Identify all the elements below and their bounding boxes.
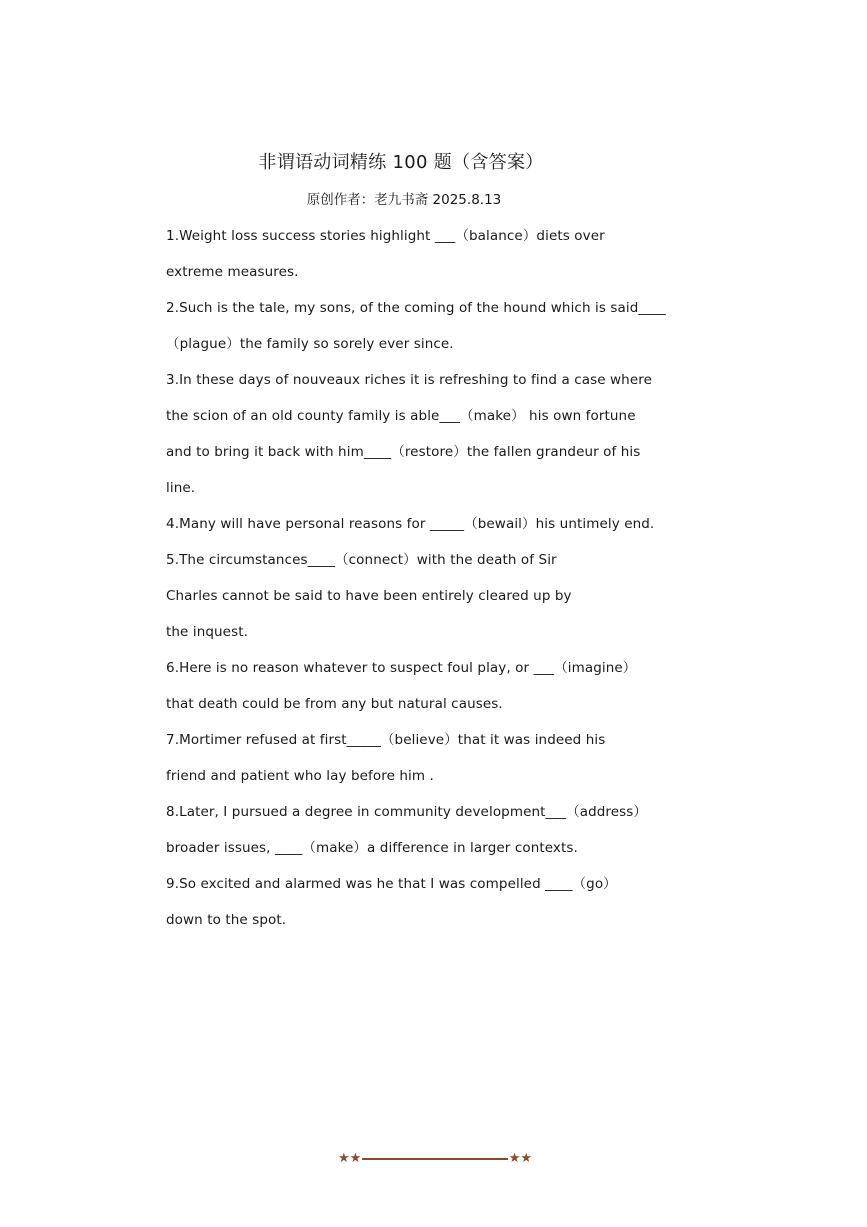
text-line: 1.Weight loss success stories highlight ___（balance）diets over xyxy=(166,228,605,244)
text-line: friend and patient who lay before him . xyxy=(166,768,434,784)
text-line: broader issues, ____（make）a difference in larger contexts. xyxy=(166,840,578,856)
text-line: extreme measures. xyxy=(166,264,299,280)
text-line: 2.Such is the tale, my sons, of the coming of the hound which is said____ xyxy=(166,300,666,316)
text-line: 3.In these days of nouveaux riches it is refreshing to find a case where xyxy=(166,372,652,388)
text-line: （plague）the family so sorely ever since. xyxy=(166,336,454,352)
star-icon: ★★ xyxy=(338,1151,362,1166)
footer-ornament xyxy=(338,1148,532,1170)
text-line: the inquest. xyxy=(166,624,249,640)
text-line: and to bring it back with him____（restore）the fallen grandeur of his xyxy=(166,444,641,460)
text-line: 9.So excited and alarmed was he that I was compelled ____（go） xyxy=(166,876,617,892)
text-line: 5.The circumstances____（connect）with the death of Sir xyxy=(166,552,557,568)
text-line: 6.Here is no reason whatever to suspect foul play, or ___（imagine） xyxy=(166,660,637,676)
text-line: down to the spot. xyxy=(166,912,287,928)
text-line: line. xyxy=(166,480,196,496)
text-line: 8.Later, I pursued a degree in community development___（address） xyxy=(166,804,648,820)
star-icon: ★★ xyxy=(508,1151,532,1166)
exercise-body xyxy=(166,218,666,938)
text-line: 7.Mortimer refused at first_____（believe）that it was indeed his xyxy=(166,732,606,748)
footer-divider xyxy=(362,1158,507,1160)
author-line: 原创作者：老九书斋 2025.8.13 xyxy=(306,192,502,208)
text-line: that death could be from any but natural causes. xyxy=(166,696,503,712)
text-line: 4.Many will have personal reasons for _____（bewail）his untimely end. xyxy=(166,516,655,532)
document-title: 非谓语动词精练 100 题（含答案） xyxy=(258,152,544,173)
text-line: Charles cannot be said to have been entirely cleared up by xyxy=(166,588,572,604)
text-line: the scion of an old county family is able___（make） his own fortune xyxy=(166,408,636,424)
